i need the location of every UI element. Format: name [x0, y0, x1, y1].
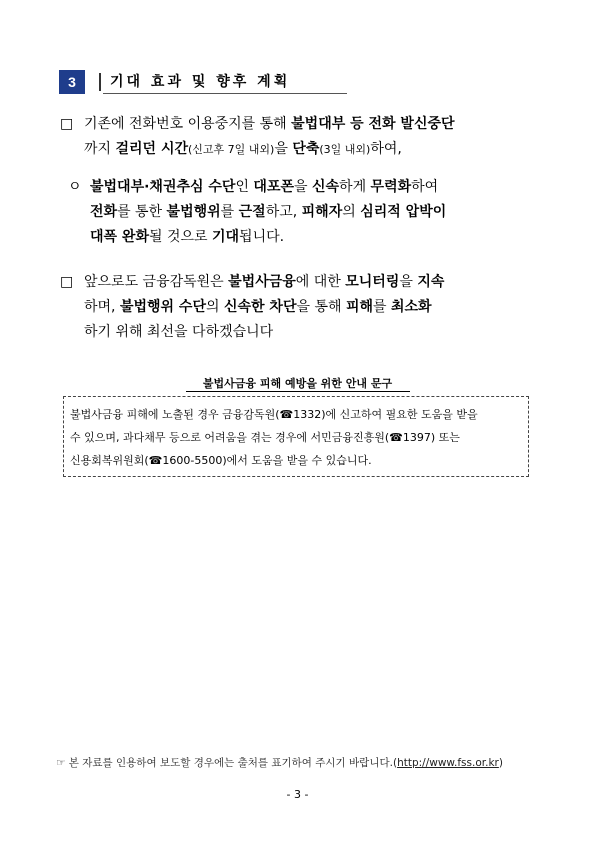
section-underline [103, 93, 347, 94]
bold-text: 신속한 차단 [223, 299, 297, 315]
bold-text: 대폭 완화 [90, 229, 149, 245]
text: 됩니다. [239, 229, 285, 245]
text: 하여, [370, 141, 402, 157]
text: 의 [342, 204, 361, 220]
text: 앞으로도 금융감독원은 [84, 274, 229, 290]
paragraph-effect-disable-phones [90, 175, 446, 250]
text: 를 통한 [117, 204, 167, 220]
bold-text: 전화 [90, 204, 118, 220]
text: 을 [294, 179, 312, 195]
notice-line: 수 있으며, 과다채무 등으로 어려움을 겪는 경우에 서민금융진흥원(☎1397) 또는 [70, 431, 460, 444]
text-line [90, 200, 446, 225]
section-title: 기대 효과 및 향후 계획 [110, 74, 291, 90]
text-line [84, 270, 444, 295]
bold-text: 기대 [211, 229, 240, 245]
text: 하고, [265, 204, 302, 220]
text: 을 [399, 274, 418, 290]
text-line [90, 225, 446, 250]
section-number-badge: 3 [59, 70, 85, 94]
circle-bullet: ㅇ [68, 179, 82, 195]
text-line [84, 295, 444, 320]
bold-text: 단축 [292, 141, 320, 157]
notice-box [63, 396, 529, 477]
bold-text: 불법대부 등 전화 발신중단 [291, 116, 455, 132]
bold-text: 불법대부·채권추심 수단 [90, 179, 236, 195]
text: 를 [220, 204, 239, 220]
text: 인 [235, 179, 254, 195]
bold-text: 피해자 [301, 204, 343, 220]
notice-line: 불법사금융 피해에 노출된 경우 금융감독원(☎1332)에 신고하여 필요한 도움을 받을 [70, 408, 478, 421]
fss-website-link[interactable]: http://www.fss.or.kr [397, 757, 499, 769]
text: 하여 [411, 179, 439, 195]
bold-text: 지속 [417, 274, 445, 290]
bold-text: 모니터링 [345, 274, 400, 290]
notice-title-underline [186, 391, 410, 392]
bold-text: 근절 [238, 204, 266, 220]
square-bullet: □ [60, 274, 74, 290]
square-bullet: □ [60, 116, 74, 132]
bold-text: 걸리던 시간 [115, 141, 188, 157]
text: 하게 [339, 179, 371, 195]
text: 을 [274, 141, 293, 157]
text: 에 대한 [295, 274, 346, 290]
text-line: 하기 위해 최선을 다하겠습니다 [84, 324, 274, 340]
paragraph-future-plan [84, 270, 444, 345]
notice-line: 신용회복위원회(☎1600-5500)에서 도움을 받을 수 있습니다. [70, 454, 372, 467]
paren-open: ( [392, 757, 398, 769]
notice-title: 불법사금융 피해 예방을 위한 안내 문구 [202, 377, 393, 390]
text: 를 [373, 299, 391, 315]
bold-text: 신속 [311, 179, 340, 195]
text: 을 통해 [296, 299, 346, 315]
text-line [84, 137, 455, 162]
section-divider-bar [99, 73, 101, 91]
bold-text: 불법사금융 [228, 274, 296, 290]
bold-text: 심리적 압박이 [360, 204, 447, 220]
text: 하며, [84, 299, 120, 315]
text: 까지 [84, 141, 116, 157]
page-number: - 3 - [286, 788, 309, 801]
paragraph-effect-shortening [84, 112, 455, 162]
footnote [56, 755, 503, 771]
footnote-text: 본 자료를 인용하여 보도할 경우에는 출처를 표기하여 주시기 바랍니다. [68, 757, 393, 769]
small-text: (3일 내외) [319, 143, 371, 156]
paren-close: ) [498, 757, 503, 769]
bold-text: 피해 [345, 299, 374, 315]
bold-text: 불법행위 수단 [119, 299, 206, 315]
bold-text: 불법행위 [166, 204, 221, 220]
text: 될 것으로 [148, 229, 212, 245]
text-line [84, 112, 455, 137]
bold-text: 대포폰 [253, 179, 294, 195]
bold-text: 무력화 [370, 179, 412, 195]
bold-text: 최소화 [391, 299, 432, 315]
text: 의 [205, 299, 224, 315]
text-line [90, 175, 446, 200]
small-text: (신고후 7일 내외) [188, 143, 275, 156]
pointing-hand-icon: ☞ [56, 757, 66, 769]
text: 기존에 전화번호 이용중지를 통해 [84, 116, 292, 132]
